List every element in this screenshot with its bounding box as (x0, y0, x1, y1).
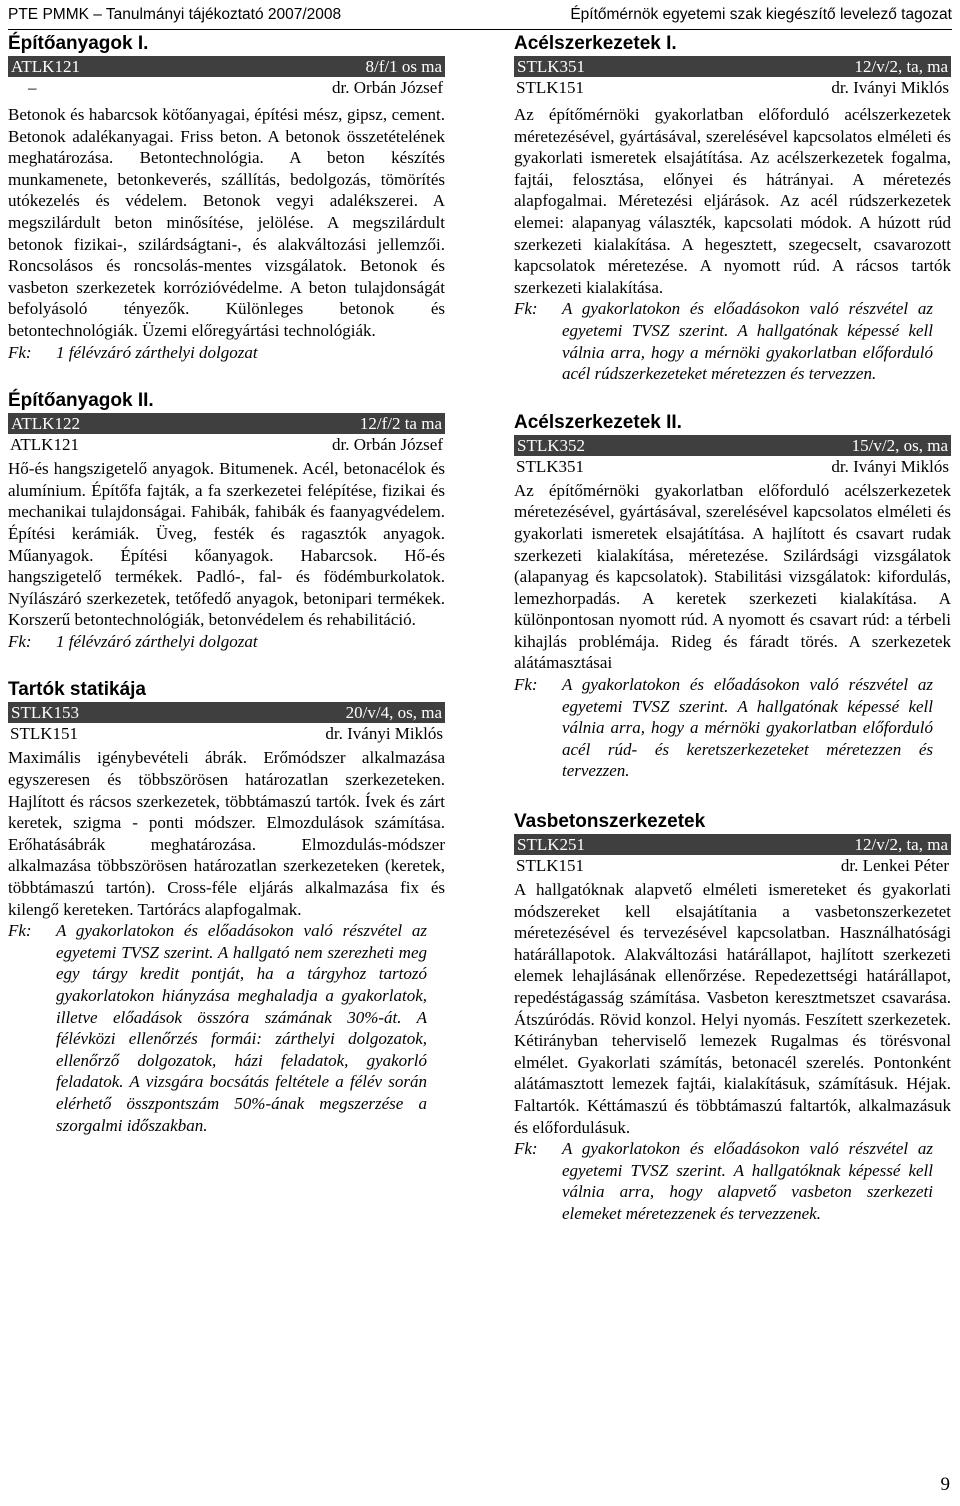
requirement-label: Fk: (514, 299, 538, 319)
course-requirement (514, 674, 951, 782)
course-title: Vasbetonszerkezetek (514, 811, 706, 833)
requirement-text: A gyakorlatokon és előadásokon való részvétel az egyetemi TVSZ szerint. A hallgatónak képessé kell válnia arra, hogy a mérnöki gyakorlatban előforduló acél rúdszerkezeteket méretezzen és tervezzen. (562, 299, 933, 384)
course-teacher: dr. Iványi Miklós (831, 78, 949, 97)
course-subrow (8, 434, 445, 456)
course-title: Tartók statikája (8, 679, 146, 701)
left-column (8, 30, 445, 1136)
requirement-label: Fk: (8, 921, 32, 941)
course-title: Acélszerkezetek I. (514, 33, 677, 54)
course-code: ATLK121 (11, 57, 80, 76)
course-code-bar (8, 702, 445, 723)
course-code-bar (514, 834, 951, 855)
course-teacher: dr. Orbán József (332, 78, 443, 97)
course-requirement (8, 342, 445, 364)
header-right-text: Építőmérnök egyetemi szak kiegészítő levelező tagozat (570, 6, 952, 23)
course-code: STLK251 (517, 835, 585, 855)
course-acelszerkezetek-2 (514, 411, 951, 782)
course-description: Maximális igénybevételi ábrák. Erőmódszer alkalmazása egyszeresen és többszörösen határozatlan szerkezeteken. Hajlított és rácsos szerkezetek, többtámaszú tartók. Ívek és zárt keretek, szigma - ponti módszer. Elmozdulások számítása. Erőhatásábrák meghatározása. Elmozdulás-módszer alkalmazása többszörösen határozatlan szerkezeteken (keretek, többtámaszú tartón). Cross-féle eljárás alkalmazása fix és kilengő kereteken. Tartórács alapfogalmak. (8, 748, 445, 919)
course-acelszerkezetek-1 (514, 32, 951, 385)
course-code: STLK352 (517, 435, 585, 455)
course-subrow (8, 723, 445, 745)
requirement-label: Fk: (514, 1139, 538, 1159)
course-code-bar (8, 413, 445, 434)
course-subrow (8, 77, 445, 99)
course-teacher: dr. Orbán József (332, 435, 443, 455)
course-prerequisite: – (28, 78, 37, 97)
course-requirement (514, 1138, 951, 1224)
header-left-text: PTE PMMK – Tanulmányi tájékoztató 2007/2008 (8, 6, 342, 23)
requirement-label: Fk: (8, 342, 32, 362)
course-prerequisite: STLK151 (516, 856, 584, 876)
course-info: 12/v/2, ta, ma (854, 57, 948, 76)
requirement-label: Fk: (8, 631, 32, 651)
course-subrow (514, 77, 951, 99)
course-title: Acélszerkezetek II. (514, 411, 682, 433)
course-subrow (514, 855, 951, 877)
course-code: ATLK122 (11, 414, 80, 434)
course-teacher: dr. Iványi Miklós (325, 724, 443, 744)
requirement-label: Fk: (514, 675, 538, 695)
course-code-bar (514, 56, 951, 77)
page-number: 9 (940, 1474, 950, 1495)
page-header (8, 3, 952, 30)
course-prerequisite: STLK151 (10, 724, 78, 744)
course-info: 12/f/2 ta ma (359, 414, 442, 434)
course-info: 12/v/2, ta, ma (854, 835, 948, 855)
course-description: A hallgatóknak alapvető elméleti ismereteket és gyakorlati módszereket kell elsajátítania a vasbetonszerkezetet méretezésével és tervezésével kapcsolatban. Használhatósági határállapotok. Alakváltozási határállapot, hajlított szerkezeti elemek lehajlásának ellenőrzése. Repedezettségi határállapot, repedéstágasság számítása. Vasbeton keresztmetszet csavarása. Átszúródás. Rövid konzol. Helyi nyomás. Feszített szerkezetek. Kétirányban teherviselő lemezek Rugalmas és törésvonal elmélet. Gyakorlati számítás, betonacél szerelés. Pontonként alátámasztott lemezek fajtái, kialakításuk, számításuk. Héjak. Faltartók. Kéttámaszú és többtámaszú faltartók, alkalmazásuk és előfordulásuk. (514, 880, 951, 1137)
course-info: 20/v/4, os, ma (345, 703, 442, 723)
course-vasbetonszerkezetek (514, 810, 951, 1225)
course-info: 8/f/1 os ma (365, 57, 442, 76)
course-description: Hő-és hangszigetelő anyagok. Bitumenek. Acél, betonacélok és alumínium. Építőfa fajták, a fa szerkezetei felépítése, fizikai és mechanikai tulajdonságai. Fahibák, fahibák és faanyagvédelem. Építési kerámiák. Üveg, festék és ragasztók anyagok. Műanyagok. Építési kőanyagok. Habarcsok. Hő-és hangszigetelő termékek. Padló-, fal- és födémburkolatok. Nyílászáró szerkezetek, tetőfedő anyagok, betonipari termékek. Korszerű betontechnológiák, betonvédelem és rehabilitáció. (8, 459, 445, 630)
course-teacher: dr. Lenkei Péter (840, 856, 949, 876)
course-title: Építőanyagok II. (8, 390, 154, 412)
course-description: Az építőmérnöki gyakorlatban előforduló acélszerkezetek méretezésével, gyártásával, szerelésével kapcsolatos elméleti és gyakorlati ismeretek elsajátítása. A hajlított és csavart rudak szerkezeti kialakítása, méretezése. Szilárdsági vizsgálatok (alapanyag és kapcsolatok). Stabilitási vizsgálatok: kifordulás, lemezhorpadás. A keretek szerkezeti kialakítása. A különpontosan nyomott rúd. A nyomott és csavart rúd: a térbeli kihajlás problémája. Rideg és fáradt törés. A szerkezetek alátámasztásai (514, 480, 951, 673)
course-code: STLK153 (11, 703, 79, 723)
course-code-bar (8, 56, 445, 77)
course-title: Építőanyagok I. (8, 33, 149, 54)
course-subrow (514, 456, 951, 478)
requirement-text: 1 félévzáró zárthelyi dolgozat (56, 631, 258, 651)
course-epitoanyagok-2 (8, 389, 445, 652)
course-description: Betonok és habarcsok kötőanyagai, építési mész, gipsz, cement. Betonok adalékanyagai. Friss beton. A betonok összetételének meghatározása. Betontechnológia. A beton készítés munkamenete, betonkeverés, szállítás, bedolgozás, tömörítés utókezelés és védelem. Betonok vegyi adalékszerei. A megszilárdult beton minősítése, jelölése. A megszilárdult betonok fizikai-, szilárdságtani-, és alakváltozási jellemzői. Roncsolásos és roncsolás-mentes vizsgálatok. Betonok és vasbeton szerkezetek korrózióvédelme. A beton tulajdonságát befolyásoló tényezők. Különleges betonok és betontechnológiák. Üzemi előregyártási technológiák. (8, 105, 445, 340)
right-column (514, 30, 951, 1225)
requirement-text: 1 félévzáró zárthelyi dolgozat (56, 342, 258, 362)
requirement-text: A gyakorlatokon és előadásokon való részvétel az egyetemi TVSZ szerint. A hallgatóknak képessé kell válnia arra, hogy alapvető vasbeton szerkezeti elemeket méretezzenek és tervezzenek. (562, 1139, 933, 1223)
course-requirement (8, 920, 445, 1136)
course-requirement (514, 298, 951, 384)
course-teacher: dr. Iványi Miklós (831, 456, 949, 476)
course-prerequisite: STLK351 (516, 456, 584, 476)
course-epitoanyagok-1 (8, 32, 445, 363)
course-info: 15/v/2, os, ma (851, 435, 948, 455)
course-prerequisite: STLK151 (516, 78, 584, 97)
course-prerequisite: ATLK121 (10, 435, 79, 455)
requirement-text: A gyakorlatokon és előadásokon való részvétel az egyetemi TVSZ szerint. A hallgató nem szerezheti meg egy tárgy kredit pontját, ha a tárgyhoz tartozó gyakorlatokon hiányzása meghaladja a gyakorlatok, illetve előadások összóra számának 30%-át. A félévközi ellenőrzés formái: zárthelyi dolgozatok, ellenőrző dolgozatok, házi feladatok, gyakorló feladatok. A vizsgára bocsátás feltétele a félév során elérhető összpontszám 50%-ának megszerzése a szorgalmi időszakban. (56, 921, 427, 1135)
course-requirement (8, 631, 445, 653)
course-tartok-statikaja (8, 678, 445, 1136)
course-description: Az építőmérnöki gyakorlatban előforduló acélszerkezetek méretezésével, gyártásával, szerelésével kapcsolatos elméleti és gyakorlati ismeretek elsajátítása. Az acélszerkezetek fogalma, fajtái, felosztása, előnyei és hátrányai. A méretezés alapfogalmai. Méretezési eljárások. Az acél rúdszerkezetek elemei: alapanyag választék, kapcsolati módok. A húzott rúd szerkezeti kialakítása. A hegesztett, szegecselt, csavarozott kapcsolatok méretezése. A nyomott rúd. A rácsos tartók szerkezeti kialakítása. (514, 105, 951, 297)
course-code-bar (514, 435, 951, 456)
requirement-text: A gyakorlatokon és előadásokon való részvétel az egyetemi TVSZ szerint. A hallgatónak képessé kell válnia arra, hogy a mérnöki gyakorlatban előforduló acél rúd- és keretszerkezeteket méretezzen és tervezzen. (562, 675, 933, 781)
course-code: STLK351 (517, 57, 585, 76)
